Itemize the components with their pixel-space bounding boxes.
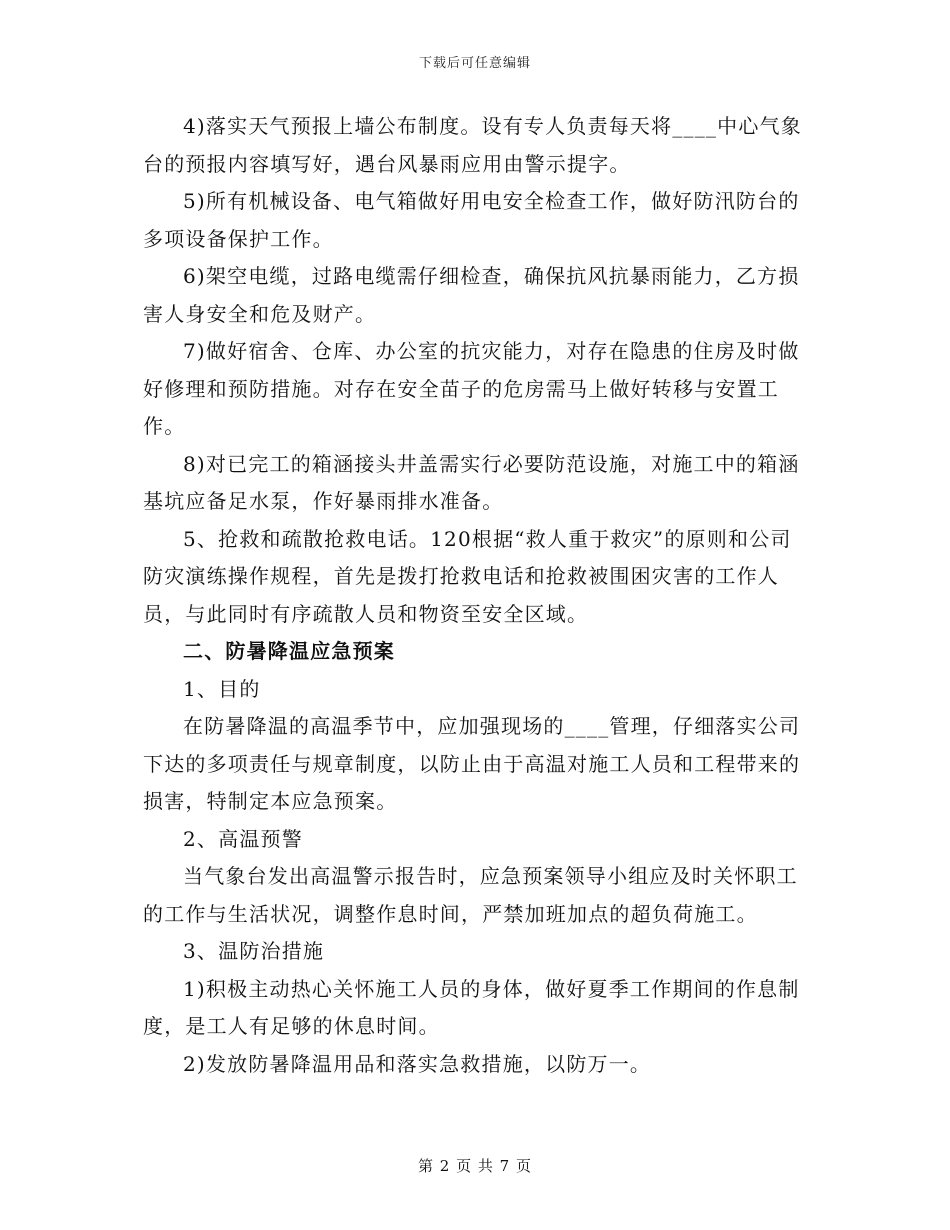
paragraph-5: 5)所有机械设备、电气箱做好用电安全检查工作，做好防汛防台的多项设备保护工作。 — [143, 189, 800, 251]
paragraph-4: 4)落实天气预报上墙公布制度。设有专人负责每天将____中心气象台的预报内容填写好，遇台风暴雨应用由警示提字。 — [143, 114, 802, 176]
paragraph-6: 6)架空电缆，过路电缆需仔细检查，确保抗风抗暴雨能力，乙方损害人身安全和危及财产。 — [143, 264, 800, 326]
page-header: 下载后可任意编辑 — [418, 56, 531, 71]
section-heading: 二、防暑降温应急预案 — [183, 639, 395, 663]
paragraph-measure-1: 1)积极主动热心关怀施工人员的身体，做好夏季工作期间的作息制度，是工人有足够的休息时间。 — [143, 976, 800, 1038]
paragraph-warning: 当气象台发出高温警示报告时，应急预案领导小组应及时关怀职工的工作与生活状况，调整作息时间，严禁加班加点的超负荷施工。 — [143, 864, 798, 926]
subheading-measures: 3、温防治措施 — [183, 939, 325, 963]
subheading-purpose: 1、目的 — [183, 676, 261, 701]
document-body — [143, 108, 808, 1083]
paragraph-7: 7)做好宿舍、仓库、办公室的抗灾能力，对存在隐患的住房及时做好修理和预防措施。对存在安全苗子的危房需马上做好转移与安置工作。 — [143, 339, 800, 438]
paragraph-purpose: 在防暑降温的高温季节中，应加强现场的____管理，仔细落实公司下达的多项责任与规章制度，以防止由于高温对施工人员和工程带来的损害，特制定本应急预案。 — [143, 714, 801, 813]
page-footer: 第 2 页 共 7 页 — [418, 1157, 532, 1175]
subheading-warning: 2、高温预警 — [183, 826, 303, 851]
paragraph-measure-2: 2)发放防暑降温用品和落实急救措施，以防万一。 — [183, 1051, 652, 1076]
paragraph-8: 8)对已完工的箱涵接头井盖需实行必要防范设施，对施工中的箱涵基坑应备足水泵，作好暴雨排水准备。 — [143, 451, 800, 513]
section-5-rescue: 5、抢救和疏散抢救电话。120根据“救人重于救灾”的原则和公司防灾演练操作规程，首先是拨打抢救电话和抢救被围困灾害的工作人员，与此同时有序疏散人员和物资至安全区域。 — [143, 526, 792, 626]
